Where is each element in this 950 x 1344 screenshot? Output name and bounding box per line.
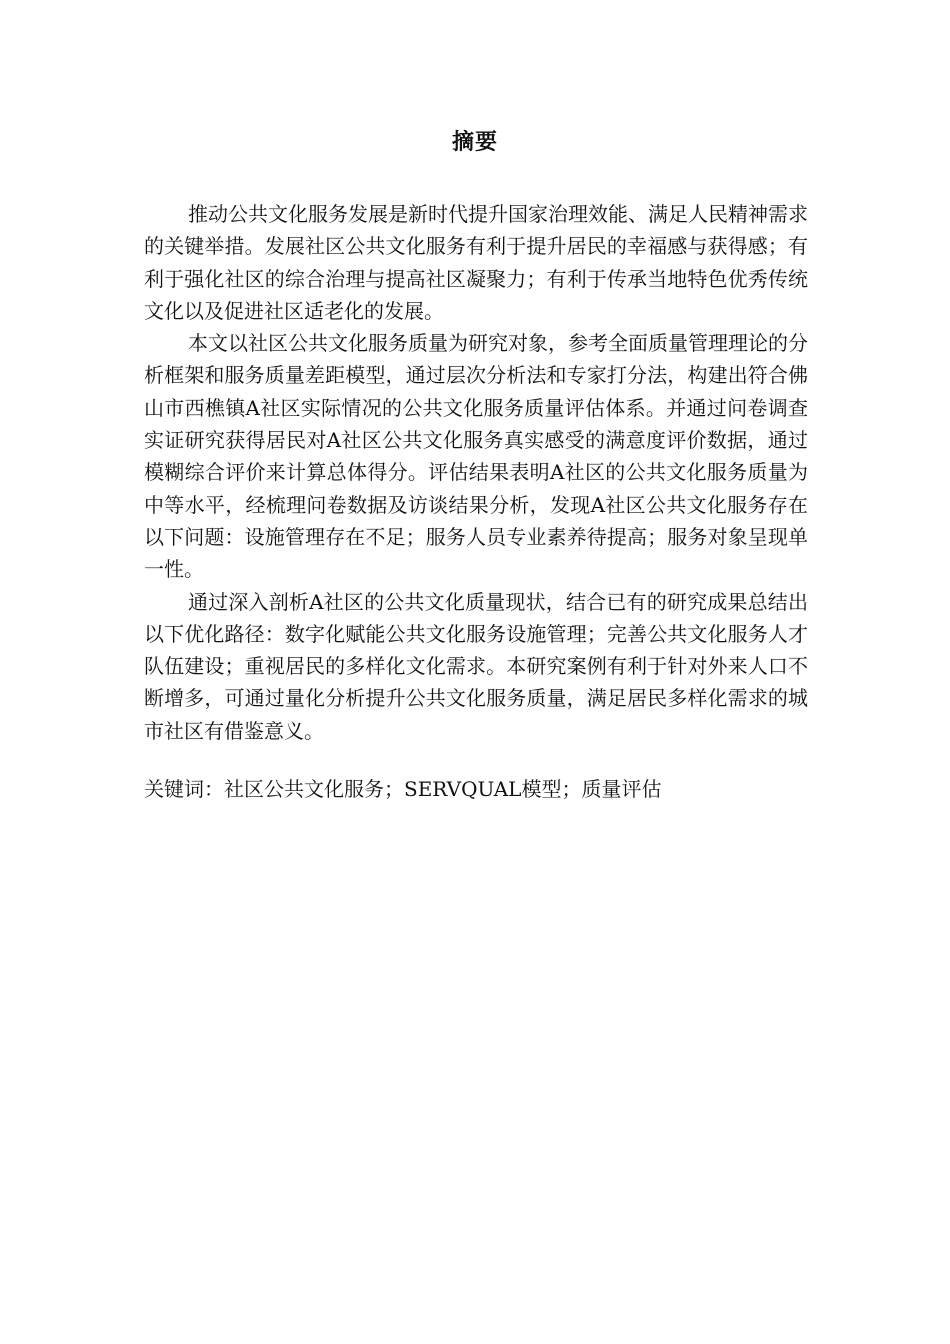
abstract-paragraph-1: 推动公共文化服务发展是新时代提升国家治理效能、满足人民精神需求的关键举措。发展社区公共文化服务有利于提升居民的幸福感与获得感；有利于强化社区的综合治理与提高社区凝聚力；有利于传承当地特色优秀传统文化以及促进社区适老化的发展。 [144, 202, 808, 323]
abstract-paragraph-2: 本文以社区公共文化服务质量为研究对象，参考全面质量管理理论的分析框架和服务质量差距模型，通过层次分析法和专家打分法，构建出符合佛山市西樵镇A社区实际情况的公共文化服务质量评估体系。并通过问卷调查实证研究获得居民对A社区公共文化服务真实感受的满意度评价数据，通过模糊综合评价来计算总体得分。评估结果表明A社区的公共文化服务质量为中等水平，经梳理问卷数据及访谈结果分析，发现A社区公共文化服务存在以下问题：设施管理存在不足；服务人员专业素养待提高；服务对象呈现单一性。 [144, 331, 808, 582]
abstract-title: 摘要 [451, 130, 498, 155]
abstract-paragraph-3: 通过深入剖析A社区的公共文化质量现状，结合已有的研究成果总结出以下优化路径：数字化赋能公共文化服务设施管理；完善公共文化服务人才队伍建设；重视居民的多样化文化需求。本研究案例有利于针对外来人口不断增多，可通过量化分析提升公共文化服务质量，满足居民多样化需求的城市社区有借鉴意义。 [144, 589, 808, 743]
keywords-value: 社区公共文化服务；SERVQUAL模型；质量评估 [224, 777, 662, 801]
keywords-label: 关键词： [144, 777, 224, 801]
keywords-line [144, 774, 808, 804]
abstract-body [144, 198, 808, 747]
